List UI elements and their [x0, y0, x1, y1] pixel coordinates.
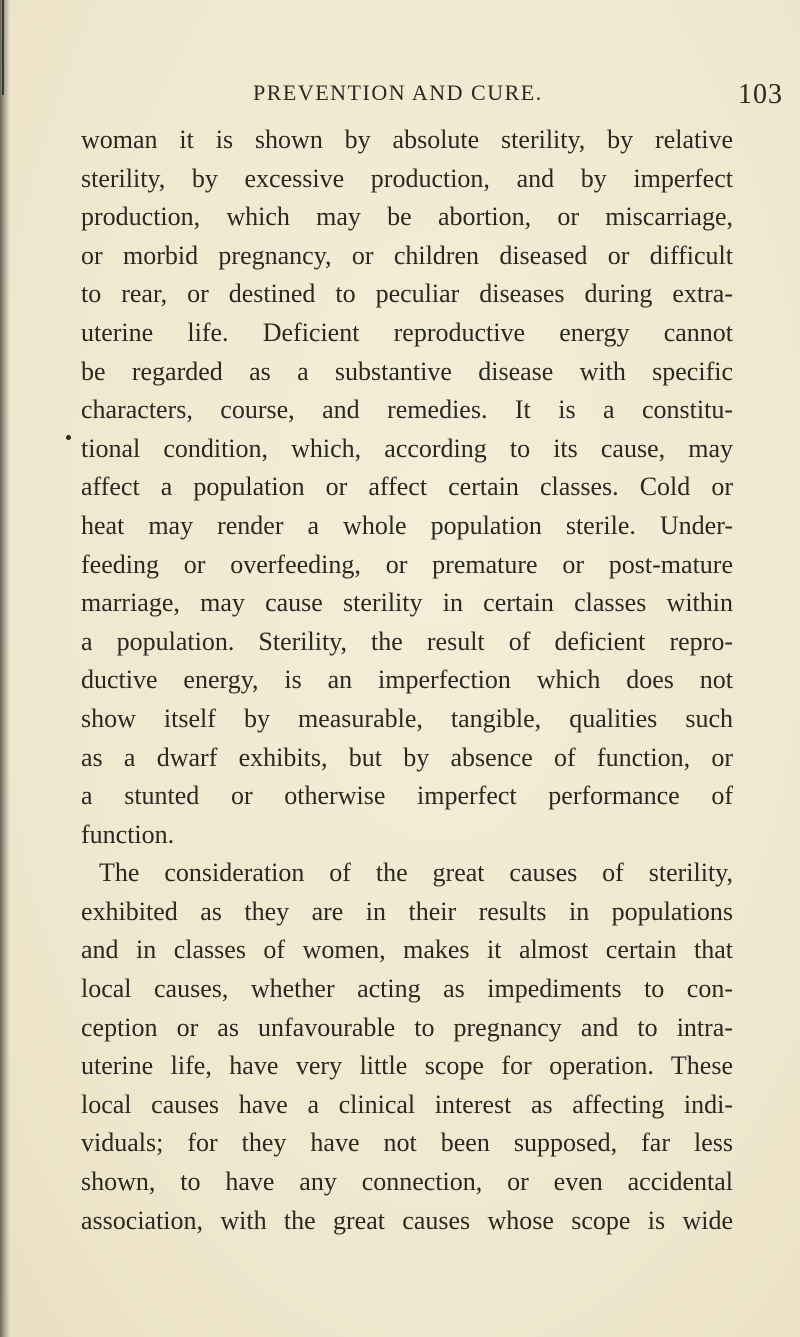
text-line: affect a population or affect certain classes. Cold or	[81, 472, 733, 502]
text-line: local causes have a clinical interest as affecting indi-	[81, 1089, 733, 1119]
text-line: sterility, by excessive production, and by imperfect	[81, 163, 733, 193]
text-line: be regarded as a substantive disease with specific	[81, 356, 733, 386]
stray-ink-mark	[66, 435, 71, 440]
text-line: feeding or overfeeding, or premature or post-mature	[81, 549, 733, 579]
text-line: production, which may be abortion, or miscarriage,	[81, 202, 733, 232]
text-line: exhibited as they are in their results in populations	[81, 896, 733, 926]
text-line: uterine life. Deficient reproductive energy cannot	[81, 317, 733, 347]
text-line: as a dwarf exhibits, but by absence of function, or	[81, 742, 733, 772]
body-text	[81, 121, 733, 1240]
text-line: marriage, may cause sterility in certain classes within	[81, 588, 733, 618]
text-line: and in classes of women, makes it almost certain that	[81, 935, 733, 965]
text-line: ductive energy, is an imperfection which does not	[81, 665, 733, 695]
text-line: show itself by measurable, tangible, qualities such	[81, 703, 733, 733]
running-head: PREVENTION AND CURE.	[253, 80, 543, 105]
page-gutter-shadow	[0, 0, 10, 1337]
text-line: or morbid pregnancy, or children diseased or difficult	[81, 240, 733, 270]
text-line: shown, to have any connection, or even accidental	[81, 1167, 733, 1197]
text-line: uterine life, have very little scope for operation. These	[81, 1051, 733, 1081]
text-line: heat may render a whole population sterile. Under-	[81, 510, 733, 540]
text-line: tional condition, which, according to its cause, may	[81, 433, 733, 463]
text-line: ception or as unfavourable to pregnancy and to intra-	[81, 1012, 733, 1042]
paragraph-end-line: function.	[81, 819, 175, 849]
paragraph-first-line: The consideration of the great causes of sterility,	[99, 858, 733, 888]
text-line: to rear, or destined to peculiar diseases during extra-	[81, 279, 733, 309]
page-number: 103	[738, 79, 783, 110]
text-line: a stunted or otherwise imperfect performance of	[81, 781, 733, 811]
text-line: a population. Sterility, the result of deficient repro-	[81, 626, 733, 656]
text-line: local causes, whether acting as impediments to con-	[81, 974, 733, 1004]
gutter-line	[2, 0, 4, 95]
text-line: viduals; for they have not been supposed, far less	[81, 1128, 733, 1158]
text-line: association, with the great causes whose scope is wide	[81, 1205, 733, 1235]
text-line: woman it is shown by absolute sterility, by relative	[81, 125, 733, 154]
text-line: characters, course, and remedies. It is a constitu-	[81, 395, 733, 425]
